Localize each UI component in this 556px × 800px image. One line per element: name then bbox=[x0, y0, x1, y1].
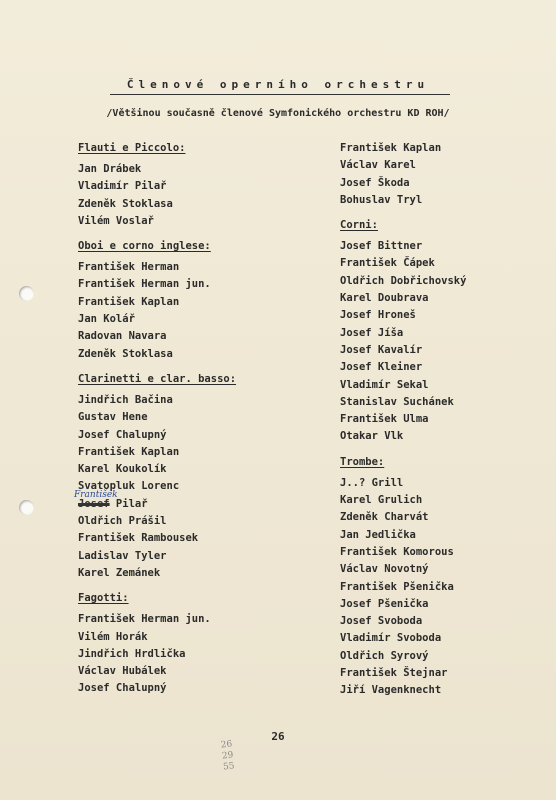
member-name: František Kaplan bbox=[78, 445, 180, 458]
member-name: Karel Doubrava bbox=[340, 292, 429, 305]
section-gap bbox=[340, 209, 540, 217]
member-name: Karel Zemánek bbox=[78, 566, 161, 579]
pencil-mark: 55 bbox=[222, 761, 236, 773]
member-name: Zdeněk Charvát bbox=[340, 511, 429, 524]
member-name bbox=[74, 489, 318, 513]
pencil-mark: 26 bbox=[220, 739, 233, 751]
member-name: Josef Kavalír bbox=[340, 343, 423, 356]
member-name: Josef Bittner bbox=[340, 240, 423, 253]
member-name: Karel Koukolík bbox=[78, 463, 167, 476]
member-name: Gustav Hene bbox=[78, 411, 148, 424]
member-name: František Rambousek bbox=[78, 532, 199, 545]
section-gap bbox=[78, 363, 318, 371]
title-underline bbox=[110, 94, 450, 95]
member-name: Josef Svoboda bbox=[340, 615, 423, 628]
pencil-mark: 29 bbox=[221, 750, 234, 762]
member-name: Jan Kolář bbox=[78, 313, 135, 326]
member-name: Vilém Voslař bbox=[78, 214, 154, 227]
page-title: Členové operního orchestru bbox=[126, 78, 430, 91]
page-subtitle: /Většinou současně členové Symfonického orchestru KD ROH/ bbox=[106, 108, 450, 119]
member-name: František Kaplan bbox=[340, 142, 442, 154]
member-name: Vladimír Pilař bbox=[78, 180, 167, 193]
member-name: Vladimír Svoboda bbox=[340, 632, 442, 645]
member-name: František Ulma bbox=[340, 413, 429, 426]
member-name: Jiří Vagenknecht bbox=[340, 684, 442, 697]
member-name: Václav Karel bbox=[340, 159, 416, 172]
member-name: Josef Kleiner bbox=[340, 361, 423, 374]
left-column bbox=[74, 140, 318, 698]
member-name: Zdeněk Stoklasa bbox=[78, 347, 173, 360]
member-name: Josef Pšenička bbox=[340, 597, 429, 610]
member-name: Karel Grulich bbox=[340, 494, 423, 507]
section-gap bbox=[78, 582, 318, 590]
struck-text: Josef bbox=[78, 497, 110, 510]
member-name: František Pšenička bbox=[340, 580, 454, 593]
section-heading: Oboi e corno inglese: bbox=[78, 240, 211, 253]
section-heading: Fagotti: bbox=[78, 592, 129, 605]
punch-hole-lower bbox=[19, 500, 34, 515]
handwritten-correction bbox=[74, 489, 118, 513]
member-name: Josef Jíša bbox=[340, 326, 404, 339]
member-name: Jan Drábek bbox=[78, 163, 142, 175]
section-heading: Clarinetti e clar. basso: bbox=[78, 372, 237, 385]
member-name: Zdeněk Stoklasa bbox=[78, 197, 173, 210]
member-name: Otakar Vlk bbox=[340, 430, 404, 443]
member-name: Vilém Horák bbox=[78, 630, 148, 643]
member-name: J..? Grill bbox=[340, 476, 404, 489]
handwritten-text: František bbox=[74, 489, 118, 500]
member-name: Josef Chalupný bbox=[78, 682, 167, 695]
member-name: Bohuslav Tryl bbox=[340, 193, 423, 206]
member-name: František Herman jun. bbox=[78, 613, 211, 626]
section-gap bbox=[78, 230, 318, 238]
right-column bbox=[340, 140, 540, 700]
member-name: Oldřich Dobřichovský bbox=[340, 274, 467, 287]
member-name: Václav Novotný bbox=[340, 563, 429, 576]
member-surname: Pilař bbox=[109, 497, 148, 510]
punch-hole-upper bbox=[19, 286, 34, 301]
member-name: Oldřich Prášil bbox=[78, 515, 167, 528]
member-name: František Herman bbox=[78, 261, 180, 274]
member-name: Josef Škoda bbox=[340, 176, 410, 189]
section-heading: Corni: bbox=[340, 219, 378, 232]
member-name: Josef Chalupný bbox=[78, 428, 167, 441]
member-name: Josef Hroneš bbox=[340, 309, 416, 322]
member-name: Svatopluk Lorenc bbox=[78, 480, 180, 493]
member-name: Jindřich Hrdlička bbox=[78, 647, 186, 660]
member-name: Jan Jedlička bbox=[340, 528, 416, 541]
member-name: František Čápek bbox=[340, 257, 435, 270]
section-heading: Flauti e Piccolo: bbox=[78, 142, 186, 154]
member-name: Radovan Navara bbox=[78, 330, 167, 343]
member-name: Stanislav Suchánek bbox=[340, 395, 454, 408]
member-name: František Štejnar bbox=[340, 667, 448, 680]
member-name: Oldřich Syrový bbox=[340, 649, 429, 662]
member-name: Jindřich Bačina bbox=[78, 393, 173, 406]
member-name: Václav Hubálek bbox=[78, 665, 167, 678]
pencil-annotation bbox=[220, 739, 235, 773]
page-number: 26 bbox=[271, 730, 285, 743]
section-gap bbox=[340, 446, 540, 454]
member-name: Ladislav Tyler bbox=[78, 549, 167, 562]
section-heading: Trombe: bbox=[340, 455, 385, 468]
member-name: František Herman jun. bbox=[78, 278, 211, 291]
member-name: Vladimír Sekal bbox=[340, 378, 429, 391]
member-name: František Kaplan bbox=[78, 295, 180, 308]
member-name: František Komorous bbox=[340, 545, 454, 558]
